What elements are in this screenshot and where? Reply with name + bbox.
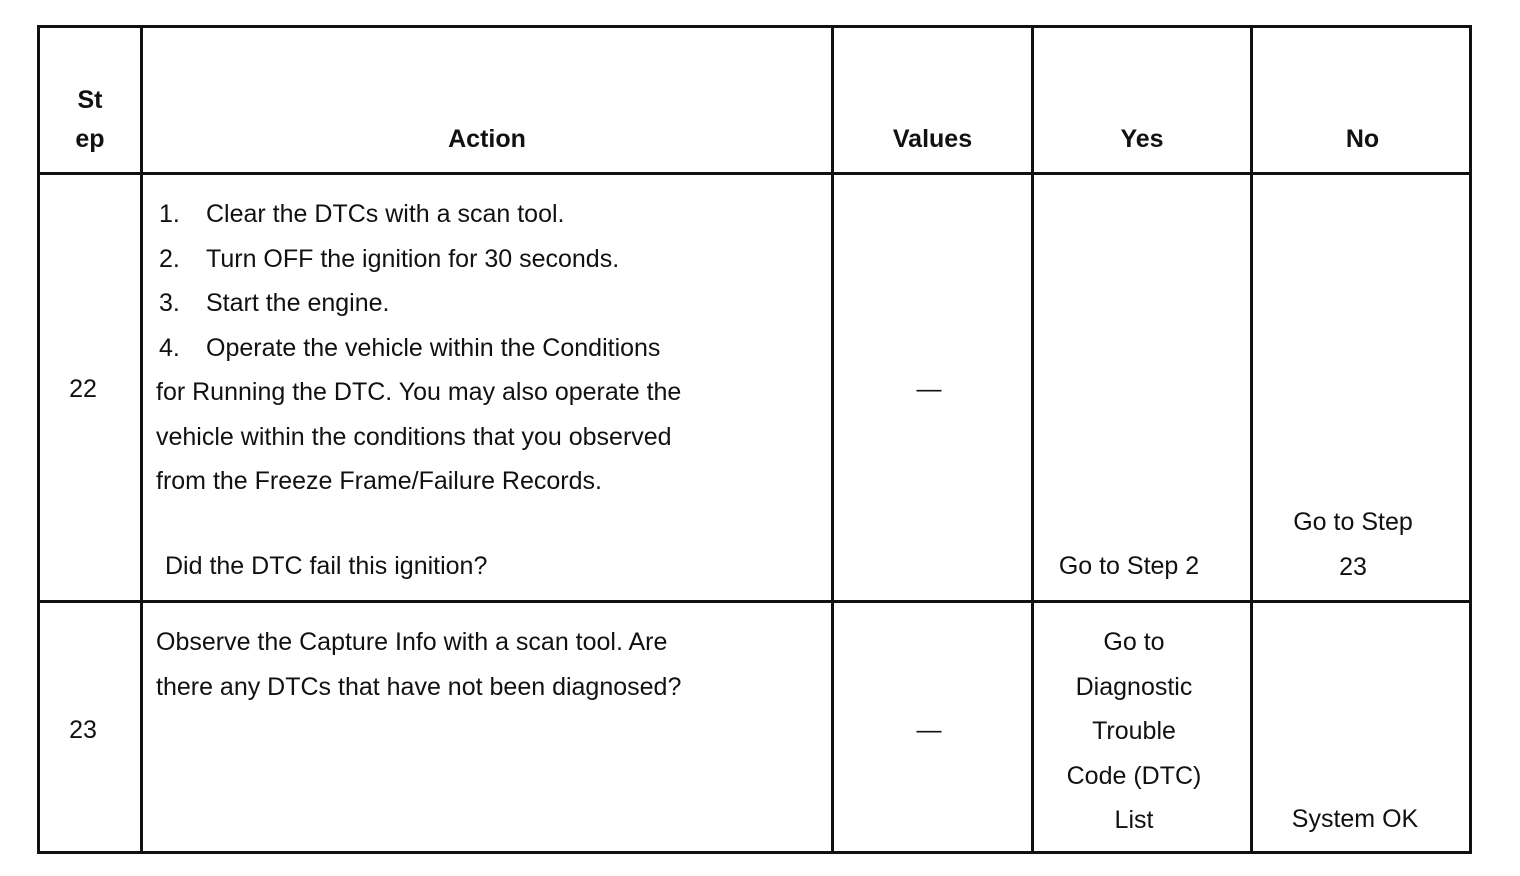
- yes-action-line: Trouble: [1092, 717, 1176, 745]
- action-continuation-line: from the Freeze Frame/Failure Records.: [156, 467, 602, 495]
- list-item: [159, 237, 829, 282]
- list-item: [159, 326, 829, 371]
- yes-action-line: List: [1114, 806, 1154, 834]
- header-values: Values: [892, 125, 973, 153]
- row-divider: [40, 600, 1469, 603]
- action-continuation-line: for Running the DTC. You may also operate the: [156, 378, 682, 406]
- yes-action: Go to Step 2: [1058, 552, 1200, 580]
- list-item: [159, 281, 829, 326]
- values-dash: —: [916, 716, 942, 744]
- no-action-line: Go to Step: [1293, 508, 1413, 536]
- values-dash: —: [916, 375, 942, 403]
- yes-action-line: Diagnostic: [1075, 672, 1193, 701]
- list-text: Start the engine.: [206, 289, 390, 317]
- action-cell: [156, 192, 829, 504]
- list-item: [159, 192, 829, 237]
- header-step-line2: ep: [75, 125, 105, 153]
- no-action-line: 23: [1339, 552, 1367, 581]
- action-line: Observe the Capture Info with a scan tool. Are: [156, 628, 668, 656]
- header-action: Action: [448, 125, 526, 153]
- list-text: Clear the DTCs with a scan tool.: [206, 200, 565, 228]
- step-number: 22: [69, 375, 97, 403]
- yes-action: [1034, 620, 1234, 843]
- action-cell: [156, 620, 826, 709]
- header-step-line1: St: [77, 86, 103, 114]
- no-action: [1253, 500, 1453, 589]
- yes-action-line: Go to: [1103, 628, 1165, 656]
- action-continuation-line: vehicle within the conditions that you observed: [156, 422, 672, 451]
- yes-action-line: Code (DTC): [1066, 761, 1202, 790]
- list-number: 4.: [159, 333, 180, 362]
- list-text: Turn OFF the ignition for 30 seconds.: [206, 244, 620, 273]
- header-step: [40, 81, 140, 159]
- step-number: 23: [69, 716, 97, 744]
- action-line: there any DTCs that have not been diagnosed?: [156, 672, 682, 701]
- header-yes: Yes: [1120, 125, 1164, 153]
- header-no: No: [1345, 125, 1380, 153]
- row-divider: [40, 172, 1469, 175]
- list-number: 1.: [159, 200, 180, 228]
- list-number: 3.: [159, 289, 180, 317]
- no-action: System OK: [1291, 805, 1419, 833]
- list-number: 2.: [159, 244, 180, 273]
- diagnostic-table: [37, 25, 1472, 854]
- action-question: Did the DTC fail this ignition?: [165, 552, 488, 580]
- list-text: Operate the vehicle within the Conditions: [206, 333, 661, 362]
